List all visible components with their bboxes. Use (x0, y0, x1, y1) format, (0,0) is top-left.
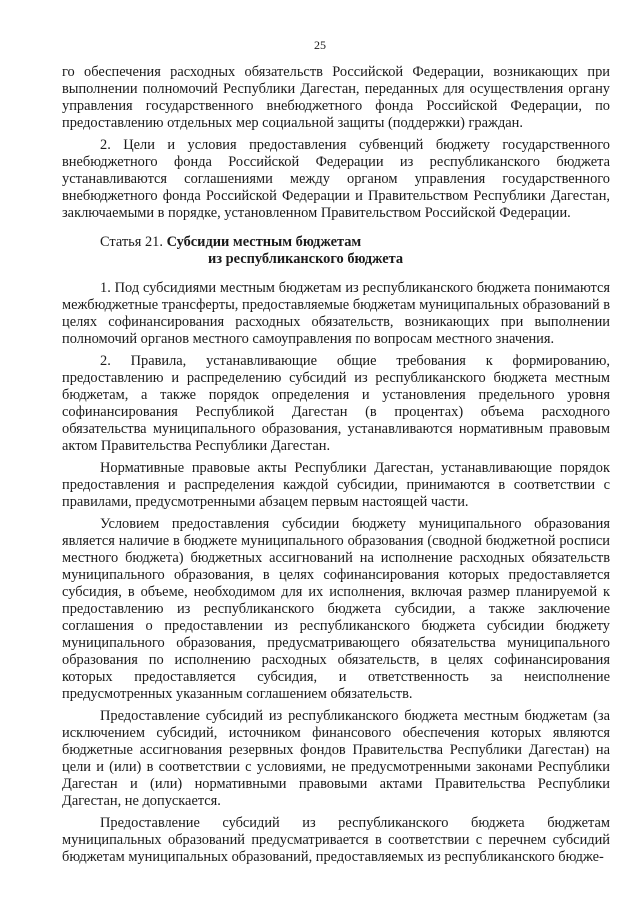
article-heading (62, 234, 610, 268)
paragraph: го обеспечения расходных обязательств Российской Федерации, возникающих при выполнении полномочий Республики Дагестан, переданных для осуществления органу управления государственного внебюджетного фонда Российской Федерации, по предоставлению отдельных мер социальной защиты (поддержки) граждан. (62, 64, 610, 131)
paragraph: Предоставление субсидий из республиканского бюджета бюджетам муниципальных образований предусматривается в соответствии с перечнем субсидий бюджетам муниципальных образований, предоставляемых из республиканского бюдже- (62, 815, 610, 865)
article-number: Статья 21. (100, 234, 163, 250)
article-title-line1: Субсидии местным бюджетам (166, 234, 362, 250)
page-number: 25 (314, 38, 326, 52)
paragraph: 1. Под субсидиями местным бюджетам из республиканского бюджета понимаются межбюджетные трансферты, предоставляемые бюджетам муниципальных образований в целях софинансирования расходных обязательств, возникающих при выполнении полномочий органов местного самоуправления по вопросам местного значения. (62, 280, 610, 347)
paragraph: 2. Цели и условия предоставления субвенций бюджету государственного внебюджетного фонда Российской Федерации из республиканского бюджета устанавливаются соглашениями между органом управления государственного внебюджетного фонда Российской Федерации и Правительством Республики Дагестан, заключаемыми в порядке, установленном Правительством Российской Федерации. (62, 137, 610, 221)
paragraph: 2. Правила, устанавливающие общие требования к формированию, предоставлению и распределению субсидий из республиканского бюджета местным бюджетам, а также порядок определения и установления предельного уровня софинансирования Республикой Дагестан (в процентах) объема расходного обязательства муниципального образования, устанавливаются нормативным правовым актом Правительства Республики Дагестан. (62, 353, 610, 454)
article-title-line2: из республиканского бюджета (208, 251, 404, 267)
paragraph: Условием предоставления субсидии бюджету муниципального образования является наличие в бюджете муниципального образования (сводной бюджетной росписи местного бюджета) бюджетных ассигнований на исполнение расходных обязательств муниципального образования, в целях софинансирования которых предоставляется субсидия, в объеме, необходимом для их исполнения, включая размер планируемой к предоставлению из республиканского бюджета субсидии, а также заключение соглашения о предоставлении из республиканского бюджета субсидии бюджету муниципального образования, предусматривающего обязательства муниципального образования по исполнению расходных обязательств, в целях софинансирования которых предоставляется субсидия, и ответственность за неисполнение предусмотренных указанным соглашением обязательств. (62, 516, 610, 702)
paragraph: Нормативные правовые акты Республики Дагестан, устанавливающие порядок предоставления и распределения каждой субсидии, принимаются в соответствии с правилами, предусмотренными абзацем первым настоящей части. (62, 460, 610, 510)
document-body (62, 64, 610, 871)
paragraph: Предоставление субсидий из республиканского бюджета местным бюджетам (за исключением субсидий, источником финансового обеспечения которых являются бюджетные ассигнования резервных фондов Правительства Республики Дагестан) на цели и (или) в соответствии с условиями, не предусмотренными законами Республики Дагестан и (или) нормативными правовыми актами Правительства Республики Дагестан, не допускается. (62, 708, 610, 809)
